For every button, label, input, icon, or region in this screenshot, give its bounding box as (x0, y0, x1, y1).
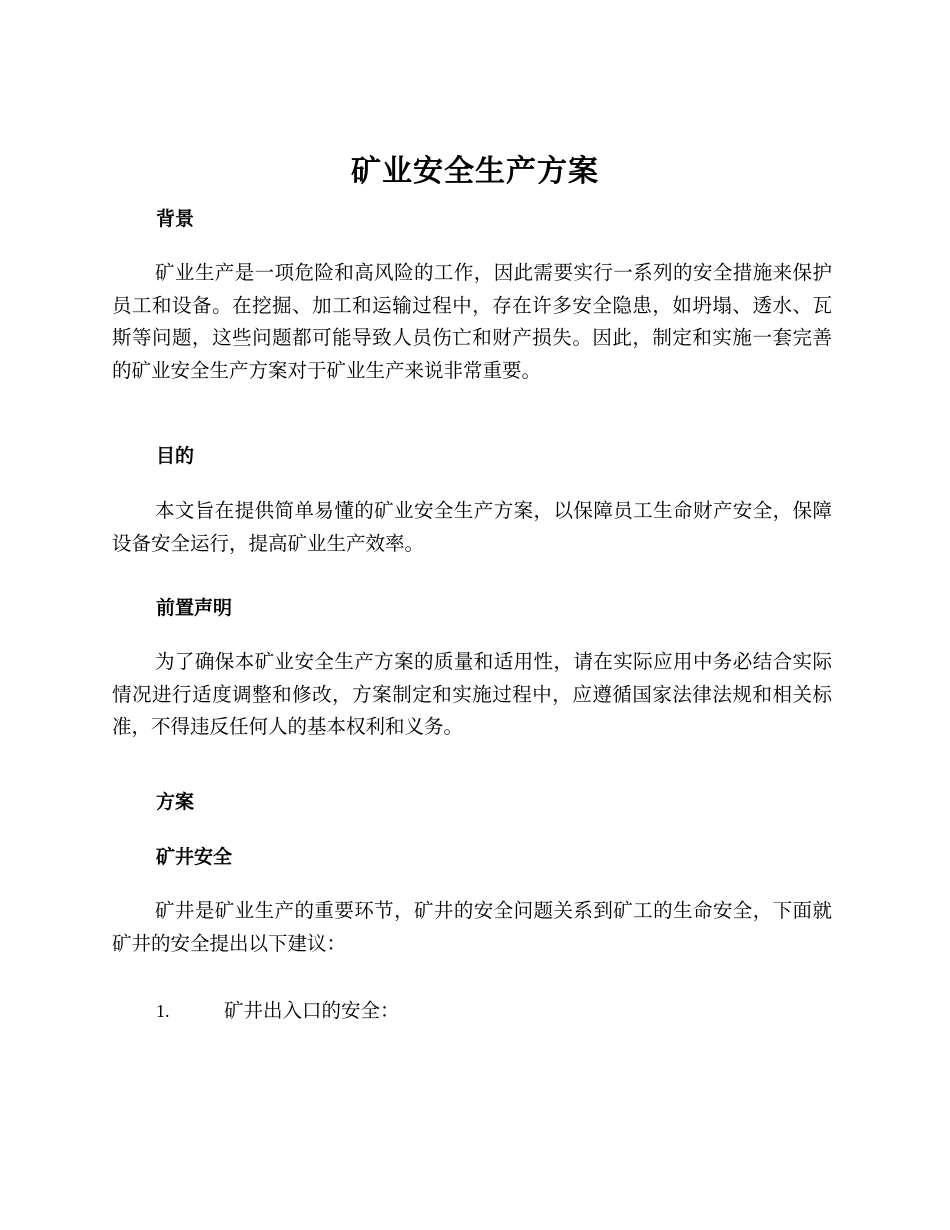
list-item-text: 矿井出入口的安全： (224, 999, 400, 1022)
paragraph-background: 矿业生产是一项危险和高风险的工作，因此需要实行一系列的安全措施来保护员工和设备。在挖掘、加工和运输过程中，存在许多安全隐患，如坍塌、透水、瓦斯等问题，这些问题都可能导致人员伤亡和财产损失。因此，制定和实施一套完善的矿业安全生产方案对于矿业生产来说非常重要。 (112, 261, 832, 382)
document-title: 矿业安全生产方案 (351, 154, 599, 189)
paragraph-mine-safety: 矿井是矿业生产的重要环节，矿井的安全问题关系到矿工的生命安全，下面就矿井的安全提出以下建议： (112, 899, 832, 955)
list-item-number: 1. (156, 1001, 170, 1021)
list-item (156, 996, 836, 1026)
heading-preface: 前置声明 (156, 597, 233, 619)
heading-purpose: 目的 (156, 445, 195, 467)
heading-mine-safety: 矿井安全 (156, 846, 233, 868)
paragraph-purpose: 本文旨在提供简单易懂的矿业安全生产方案，以保障员工生命财产安全，保障设备安全运行，提高矿业生产效率。 (112, 499, 832, 555)
paragraph-preface: 为了确保本矿业安全生产方案的质量和适用性，请在实际应用中务必结合实际情况进行适度调整和修改，方案制定和实施过程中，应遵循国家法律法规和相关标准，不得违反任何人的基本权利和义务。 (112, 650, 832, 738)
heading-background: 背景 (156, 208, 195, 230)
heading-plan: 方案 (156, 791, 195, 813)
